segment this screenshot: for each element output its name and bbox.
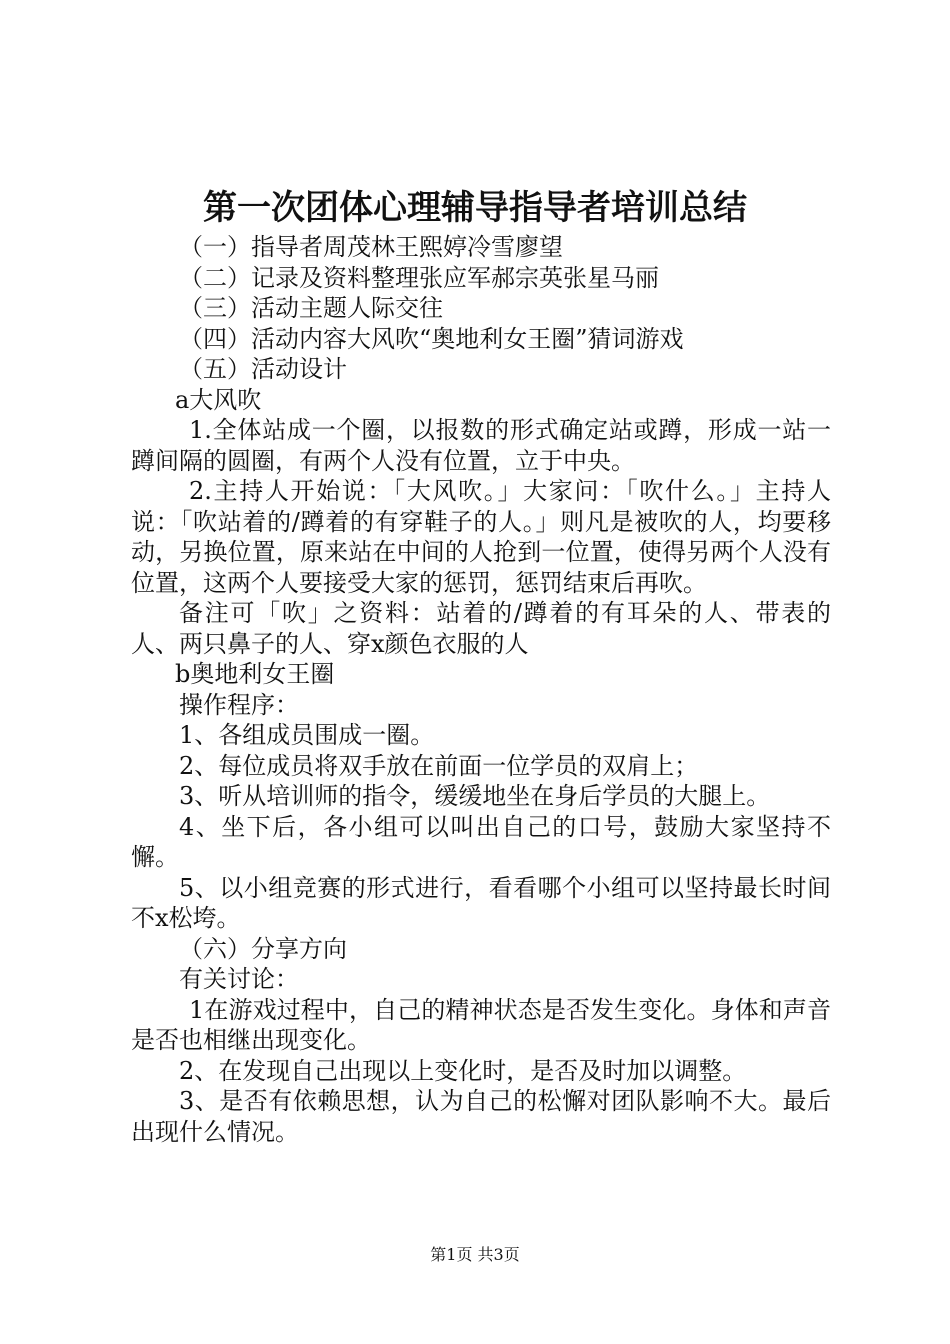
paragraph-procedure-step5: 5、以小组竞赛的形式进行，看看哪个小组可以坚持最长时间不x松垮。	[131, 873, 831, 932]
paragraph-discussion-2: 2、在发现自己出现以上变化时，是否及时加以调整。	[179, 1056, 747, 1085]
paragraph-sharing-heading: （六）分享方向	[179, 934, 347, 963]
paragraph-content: （四）活动内容大风吹“奥地利女王圈”猜词游戏	[179, 324, 684, 353]
paragraph-theme: （三）活动主题人际交往	[179, 294, 443, 322]
paragraph-discussion-heading: 有关讨论：	[179, 965, 299, 993]
document-body	[131, 232, 831, 1147]
paragraph-procedure-step2: 2、每位成员将双手放在前面一位学员的双肩上；	[179, 751, 699, 780]
page-footer: 第1页 共3页	[430, 1245, 520, 1264]
paragraph-recorders: （二）记录及资料整理张应军郝宗英张星马丽	[179, 263, 659, 292]
paragraph-game-a-note: 备注可「吹」之资料：站着的/蹲着的有耳朵的人、带表的人、两只鼻子的人、穿x颜色衣服的人	[131, 599, 831, 658]
paragraph-design: （五）活动设计	[179, 355, 347, 383]
paragraph-game-a-step1: 1.全体站成一个圈，以报数的形式确定站或蹲，形成一站一蹲间隔的圆圈，有两个人没有位置，立于中央。	[131, 416, 831, 475]
paragraph-discussion-3: 3、是否有依赖思想，认为自己的松懈对团队影响不大。最后出现什么情况。	[131, 1087, 831, 1146]
paragraph-procedure-step3: 3、听从培训师的指令，缓缓地坐在身后学员的大腿上。	[179, 782, 771, 810]
paragraph-game-a-heading: a大风吹	[175, 385, 262, 414]
paragraph-instructors: （一）指导者周茂林王熙婷冷雪廖望	[179, 233, 563, 261]
paragraph-procedure-heading: 操作程序：	[179, 690, 299, 719]
paragraph-procedure-step4: 4、坐下后，各小组可以叫出自己的口号，鼓励大家坚持不懈。	[131, 812, 831, 871]
paragraph-game-a-step2: 2.主持人开始说：「大风吹。」大家问：「吹什么。」主持人说：「吹站着的/蹲着的有穿鞋子的人。」则凡是被吹的人，均要移动，另换位置，原来站在中间的人抢到一位置，使得另两个人没有位置，这两个人要接受大家的惩罚，惩罚结束后再吹。	[131, 477, 831, 597]
paragraph-discussion-1: 1在游戏过程中，自己的精神状态是否发生变化。身体和声音是否也相继出现变化。	[131, 995, 831, 1054]
document-title: 第一次团体心理辅导指导者培训总结	[203, 188, 747, 228]
paragraph-procedure-step1: 1、各组成员围成一圈。	[179, 721, 435, 749]
paragraph-game-b-heading: b奥地利女王圈	[175, 660, 335, 688]
